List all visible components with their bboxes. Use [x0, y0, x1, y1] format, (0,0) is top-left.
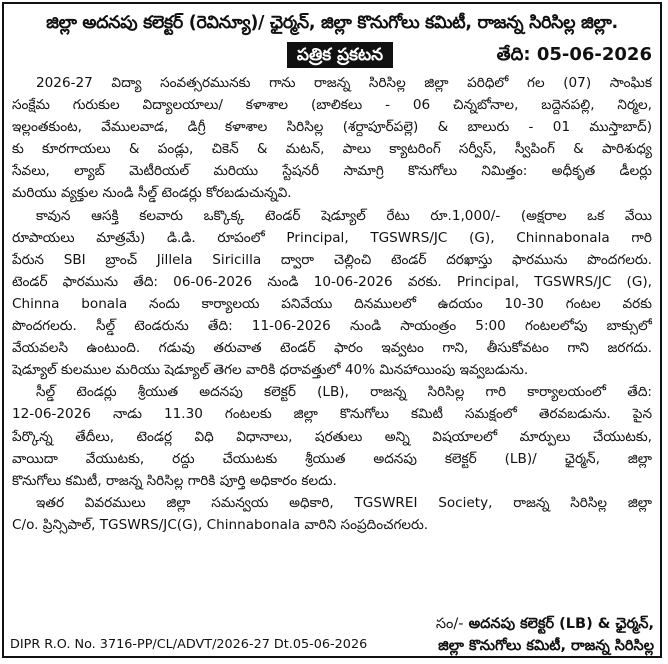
text-line: రూపాయలు మాత్రమే) డి.డి. రూపంలో Principal, TGSWRS/JC (G), Chinnabonala గారి [12, 229, 652, 246]
text-line: సంక్షేమ గురుకుల విద్యాలయాలు/ కళాశాల (బాలికలు - 06 చిన్నబోనాల, బద్దెనపల్లి, నిర్మల, [12, 97, 652, 114]
dipr-reference: DIPR R.O. No. 3716-PP/CL/ADVT/2026-27 Dt.05-06-2026 [10, 637, 368, 652]
text-line: 12-06-2026 నాడు 11.30 గంటలకు జిల్లా కొనుగోలు కమిటీ సమక్షంలో తెరవబడును. పైన [12, 406, 652, 423]
paragraph-fee [12, 205, 652, 382]
text-line: C/o. ప్రిన్సిపాల్, TGSWRS/JC(G), Chinnabonala వారిని సంప్రదించగలరు. [12, 516, 429, 533]
text-line: Chinna bonala నందు కార్యాలయ పనివేయు దినములలో ఉదయం 10-30 గంటల వరకు [12, 295, 652, 312]
notice-date: తేది: 05-06-2026 [496, 44, 652, 65]
text-line: పేరున SBI బ్రాంచ్ Jillela Siricilla ద్వారా చెల్లించి టెండర్ దరఖాస్తు ఫారమును పొందగలరు. [12, 251, 652, 268]
text-line: వేయవలసి ఉంటుంది. గడువు తరువాత టెండర్ ఫారం ఇవ్వటం గాని, తీసుకోవటం గాని జరగదు. [12, 340, 652, 357]
text-line: షెడ్యూల్ కులముల మరియు షెడ్యూల్ తెగల వారికి ధరావత్తులో 40% మినహాయింపు ఇవ్వబడును. [12, 362, 529, 379]
text-line: వాయిదా వేయుటకు, రద్దు చేయుటకు శ్రీయుత అదనపు కలెక్టర్ (LB)/ ఛైర్మన్, జిల్లా [12, 450, 652, 467]
press-release-banner: పత్రిక ప్రకటన [287, 42, 393, 68]
text-line: ఇల్లంతకుంట, వేములవాడ, డిగ్రీ కళాశాల సిరిసిల్ల (శర్దాపూర్‌పల్లె) & బాలురు - 01 ముస్తాబాద్) [12, 119, 652, 136]
tender-notice [2, 2, 662, 658]
text-line: కొనుగోలు కమిటీ, రాజన్న సిరిసిల్ల గారికి పూర్తి అధికారం కలదు. [12, 472, 337, 489]
text-line: కు కూరగాయలు & పండ్లు, చికెన్ & మటన్, పాలు క్యాటరింగ్ సర్వీస్, స్వీపింగ్ & పారిశుధ్య [12, 141, 652, 158]
paragraph-opening [12, 381, 652, 491]
text-line: మరియు వ్యక్తుల నుండి సీల్డ్ టెండర్లు కోరబడుచున్నవి. [12, 185, 292, 202]
paragraph-contact [12, 492, 652, 536]
notice-header: జిల్లా అదనపు కలెక్టర్ (రెవిన్యూ)/ ఛైర్మన్, జిల్లా కొనుగోలు కమిటీ, రాజన్న సిరిసిల్ల జిల్లా. [46, 13, 618, 33]
signature-line-2: జిల్లా కొనుగోలు కమిటీ, రాజన్న సిరిసిల్ల [438, 638, 654, 654]
text-line: టెండర్ ఫారమును తేది: 06-06-2026 నుండి 10-06-2026 వరకు. Principal, TGSWRS/JC (G), [12, 273, 652, 290]
text-line: పేర్కొన్న తేదీలు, టెండర్ల విధి విధానాలు, షరతులు అన్ని విషయాలలో మార్పులు చేయుటకు, [12, 428, 652, 445]
paragraph-intro [12, 72, 652, 205]
text-line: ఇతర వివరములు జిల్లా సమన్వయ అధికారి, TGSWREI Society, రాజన్న సిరిసిల్ల జిల్లా [36, 494, 652, 511]
text-line: పొందగలరు. సీల్డ్ టెండరును తేది: 11-06-2026 నుండి సాయంత్రం 5:00 గంటలలోపు బాక్సులో [12, 318, 652, 335]
signature-title: అదనపు కలెక్టర్ (LB) & ఛైర్మన్, [468, 616, 654, 632]
notice-body [12, 72, 652, 536]
text-line: 2026-27 విద్యా సంవత్సరమునకు గాను రాజన్న సిరిసిల్ల జిల్లా పరిధిలో గల (07) సాంఘిక [36, 75, 652, 91]
text-line: కావున ఆసక్తి కలవారు ఒక్కొక్క టెండర్ షెడ్యూల్ రేటు రూ.1,000/- (అక్షరాల ఒక వేయి [36, 207, 652, 224]
text-line: సేవలు, ల్యాబ్ మెటీరియల్ మరియు స్టేషనరీ సామాగ్రి కొనుగోలు నిమిత్తం: అధీకృత డీలర్లు [12, 163, 652, 180]
signature-line-1 [436, 616, 654, 636]
text-line: సీల్డ్ టెండర్లు శ్రీయుత అదనపు కలెక్టర్ (LB), రాజన్న సిరిసిల్ల గారి కార్యాలయంలో తేది: [36, 384, 652, 401]
signature-prefix: సం/- [435, 616, 464, 632]
